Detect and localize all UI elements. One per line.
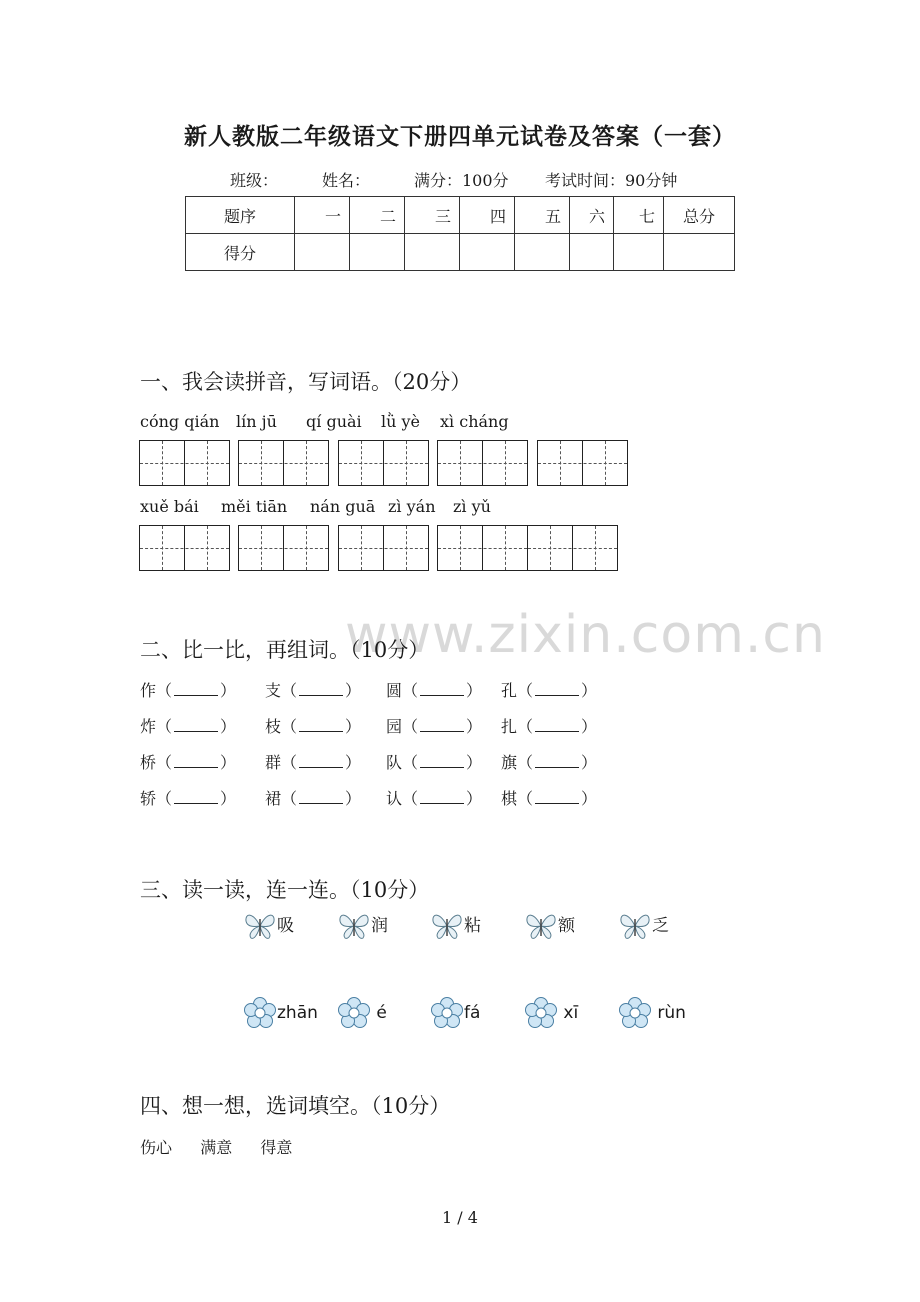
flower-icon: [524, 997, 558, 1029]
butterfly-icon: [430, 910, 464, 942]
flower-item[interactable]: [430, 997, 480, 1029]
writing-grid[interactable]: [437, 440, 528, 486]
score-cell[interactable]: [405, 234, 460, 271]
flower-icon: [430, 997, 464, 1029]
word-choices: [140, 1135, 292, 1158]
compare-char: 群: [265, 753, 282, 772]
compare-char: 圆: [386, 681, 403, 700]
score-table-header-row: [186, 197, 735, 234]
grid-divider: [482, 526, 483, 570]
answer-blank[interactable]: [535, 681, 579, 696]
compare-row: 孔（ ）: [501, 681, 598, 700]
page-number: 1 / 4: [442, 1208, 478, 1227]
compare-row: 枝（ ）: [265, 717, 362, 736]
answer-blank[interactable]: [420, 789, 464, 804]
grid-divider: [482, 441, 483, 485]
name-label: 姓名：: [322, 171, 371, 190]
table-header-cell: 二: [350, 197, 405, 234]
pinyin-label: zì yǔ: [453, 497, 491, 516]
table-header-cell: 题序: [186, 197, 295, 234]
grid-divider: [383, 526, 384, 570]
writing-grid[interactable]: [338, 440, 429, 486]
grid-guide: [550, 526, 551, 570]
butterfly-item[interactable]: [618, 910, 669, 942]
grid-guide: [505, 441, 506, 485]
compare-char: 支: [265, 681, 282, 700]
answer-blank[interactable]: [299, 753, 343, 768]
table-header-cell: 一: [295, 197, 350, 234]
watermark: www.zixin.com.cn: [345, 605, 826, 665]
compare-row: 炸（ ）: [140, 717, 237, 736]
grid-guide: [595, 526, 596, 570]
word-choice: 满意: [200, 1138, 233, 1157]
compare-char: 桥: [140, 753, 157, 772]
table-header-cell: 五: [515, 197, 570, 234]
answer-blank[interactable]: [299, 717, 343, 732]
pinyin-label: xì cháng: [440, 412, 509, 431]
grid-divider: [283, 526, 284, 570]
writing-grid[interactable]: [527, 525, 618, 571]
compare-row: 队（ ）: [386, 753, 483, 772]
table-header-cell: 七: [614, 197, 664, 234]
grid-guide: [306, 526, 307, 570]
flower-item[interactable]: [524, 997, 578, 1029]
score-cell[interactable]: [460, 234, 515, 271]
compare-row: 轿（ ）: [140, 789, 237, 808]
compare-row: 旗（ ）: [501, 753, 598, 772]
flower-pinyin: xī: [563, 1003, 579, 1023]
compare-char: 旗: [501, 753, 518, 772]
compare-char: 园: [386, 717, 403, 736]
flower-pinyin: zhān: [277, 1003, 318, 1023]
flower-pinyin: fá: [464, 1003, 481, 1023]
grid-guide: [460, 526, 461, 570]
flower-item[interactable]: [337, 997, 387, 1029]
pinyin-label: qí guài: [306, 412, 362, 431]
grid-guide: [207, 441, 208, 485]
compare-row: 园（ ）: [386, 717, 483, 736]
flower-pinyin: é: [376, 1003, 387, 1023]
grid-guide: [406, 526, 407, 570]
compare-char: 队: [386, 753, 403, 772]
score-cell[interactable]: [350, 234, 405, 271]
compare-char: 扎: [501, 717, 518, 736]
answer-blank[interactable]: [174, 789, 218, 804]
flower-icon: [243, 997, 277, 1029]
answer-blank[interactable]: [174, 717, 218, 732]
writing-grid[interactable]: [437, 525, 528, 571]
butterfly-icon: [524, 910, 558, 942]
grid-guide: [361, 526, 362, 570]
compare-char: 炸: [140, 717, 157, 736]
compare-row: 扎（ ）: [501, 717, 598, 736]
grid-guide: [361, 441, 362, 485]
flower-icon: [618, 997, 652, 1029]
writing-grid[interactable]: [139, 440, 230, 486]
writing-grid[interactable]: [537, 440, 628, 486]
score-table-score-row: [186, 234, 735, 271]
pinyin-label: lín jū: [236, 412, 277, 431]
writing-grid[interactable]: [139, 525, 230, 571]
answer-blank[interactable]: [174, 681, 218, 696]
compare-row: 认（ ）: [386, 789, 483, 808]
table-row-label: 得分: [186, 234, 295, 271]
answer-blank[interactable]: [535, 789, 579, 804]
butterfly-char: 粘: [464, 916, 481, 936]
butterfly-item[interactable]: [243, 910, 294, 942]
butterfly-char: 润: [371, 916, 388, 936]
table-header-cell: 总分: [664, 197, 735, 234]
writing-grid[interactable]: [238, 440, 329, 486]
compare-char: 枝: [265, 717, 282, 736]
word-choice: 得意: [260, 1138, 293, 1157]
exam-time: 考试时间：90分钟: [545, 171, 678, 190]
butterfly-item[interactable]: [430, 910, 481, 942]
pinyin-label: zì yán: [388, 497, 436, 516]
compare-char: 孔: [501, 681, 518, 700]
compare-char: 认: [386, 789, 403, 808]
word-choice: 伤心: [140, 1138, 173, 1157]
section-1-heading: 一、我会读拼音，写词语。（20分）: [140, 370, 472, 394]
class-label: 班级：: [230, 171, 279, 190]
compare-row: 桥（ ）: [140, 753, 237, 772]
butterfly-char: 乏: [652, 916, 669, 936]
table-header-cell: 三: [405, 197, 460, 234]
flower-icon: [337, 997, 371, 1029]
butterfly-item[interactable]: [524, 910, 575, 942]
section-2-heading: 二、比一比，再组词。（10分）: [140, 638, 430, 662]
compare-row: 作（ ）: [140, 681, 237, 700]
grid-divider: [184, 441, 185, 485]
butterfly-icon: [337, 910, 371, 942]
grid-divider: [184, 526, 185, 570]
compare-char: 棋: [501, 789, 518, 808]
table-header-cell: 四: [460, 197, 515, 234]
compare-row: 棋（ ）: [501, 789, 598, 808]
answer-blank[interactable]: [420, 681, 464, 696]
grid-guide: [306, 441, 307, 485]
score-cell[interactable]: [570, 234, 614, 271]
answer-blank[interactable]: [299, 681, 343, 696]
score-table: [185, 196, 735, 271]
grid-divider: [383, 441, 384, 485]
grid-guide: [505, 526, 506, 570]
compare-row: 圆（ ）: [386, 681, 483, 700]
score-cell[interactable]: [664, 234, 735, 271]
table-header-cell: 六: [570, 197, 614, 234]
section-4-heading: 四、想一想，选词填空。（10分）: [140, 1094, 451, 1118]
grid-guide: [460, 441, 461, 485]
grid-guide: [162, 526, 163, 570]
writing-grid[interactable]: [238, 525, 329, 571]
compare-row: 群（ ）: [265, 753, 362, 772]
butterfly-icon: [243, 910, 277, 942]
pinyin-label: měi tiān: [221, 497, 288, 516]
grid-guide: [162, 441, 163, 485]
full-score: 满分：100分: [414, 171, 509, 190]
compare-char: 作: [140, 681, 157, 700]
grid-guide: [261, 526, 262, 570]
butterfly-icon: [618, 910, 652, 942]
answer-blank[interactable]: [420, 717, 464, 732]
pinyin-label: cóng qián: [140, 412, 220, 431]
score-cell[interactable]: [295, 234, 350, 271]
grid-guide: [560, 441, 561, 485]
compare-char: 裙: [265, 789, 282, 808]
answer-blank[interactable]: [420, 753, 464, 768]
grid-divider: [283, 441, 284, 485]
answer-blank[interactable]: [174, 753, 218, 768]
pinyin-label: nán guā: [310, 497, 376, 516]
pinyin-label: xuě bái: [140, 497, 199, 516]
section-3-heading: 三、读一读，连一连。（10分）: [140, 878, 430, 902]
flower-item[interactable]: [618, 997, 686, 1029]
score-cell[interactable]: [515, 234, 570, 271]
page-title: 新人教版二年级语文下册四单元试卷及答案（一套）: [184, 123, 736, 150]
writing-grid[interactable]: [338, 525, 429, 571]
flower-item[interactable]: [243, 997, 318, 1029]
pinyin-label: lǜ yè: [381, 412, 421, 431]
answer-blank[interactable]: [299, 789, 343, 804]
score-cell[interactable]: [614, 234, 664, 271]
compare-char: 轿: [140, 789, 157, 808]
answer-blank[interactable]: [535, 717, 579, 732]
answer-blank[interactable]: [535, 753, 579, 768]
butterfly-char: 额: [558, 916, 575, 936]
butterfly-item[interactable]: [337, 910, 388, 942]
grid-divider: [582, 441, 583, 485]
grid-divider: [572, 526, 573, 570]
grid-guide: [406, 441, 407, 485]
grid-guide: [605, 441, 606, 485]
compare-row: 支（ ）: [265, 681, 362, 700]
butterfly-char: 吸: [277, 916, 294, 936]
grid-guide: [261, 441, 262, 485]
flower-pinyin: rùn: [657, 1003, 686, 1023]
compare-row: 裙（ ）: [265, 789, 362, 808]
grid-guide: [207, 526, 208, 570]
